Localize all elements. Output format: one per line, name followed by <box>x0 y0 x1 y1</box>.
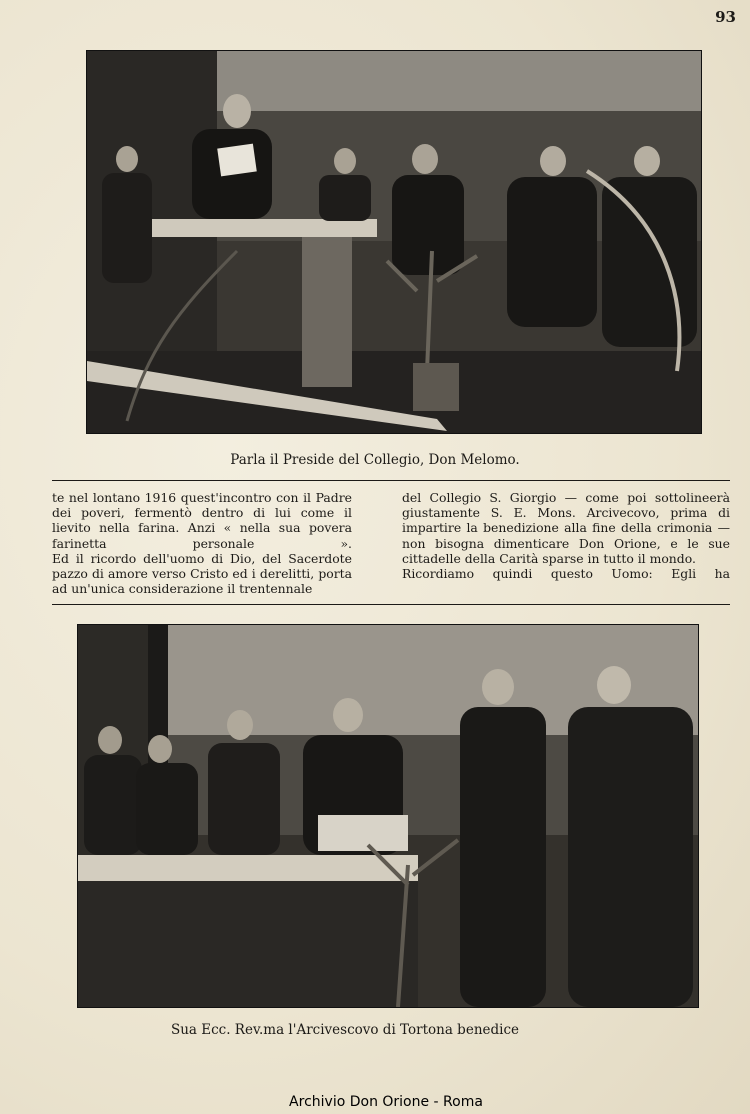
archive-footer: Archivio Don Orione - Roma <box>289 1094 483 1110</box>
text-column-right <box>402 490 730 581</box>
photo-archbishop-blessing <box>77 624 699 1008</box>
page-number: 93 <box>715 8 736 26</box>
paragraph: Ed il ricordo dell'uomo di Dio, del Sacerdote pazzo di amore verso Cristo ed i derelitti, porta ad un'unica considerazione il trentennale <box>52 550 352 597</box>
photo-1-caption: Parla il Preside del Collegio, Don Melomo. <box>230 452 520 468</box>
photo-speaker-at-podium <box>86 50 702 434</box>
paragraph: te nel lontano 1916 quest'incontro con il Padre dei poveri, fermentò dentro di lui come il lievito nella farina. Anzi « nella sua povera farinetta personale ». <box>52 490 352 551</box>
divider-rule <box>52 480 730 481</box>
paragraph: del Collegio S. Giorgio — come poi sottolineerà giustamente S. E. Mons. Arcivecovo, prima di impartire la benedizione alla fine della crimonia — non bisogna dimenticare Don Orione, e le sue cittadelle della Carità sparse in tutto il mondo. <box>402 490 730 566</box>
text-column-left <box>52 490 352 596</box>
photo-2-caption: Sua Ecc. Rev.ma l'Arcivescovo di Tortona benedice <box>170 1022 520 1038</box>
paragraph: Ricordiamo quindi questo Uomo: Egli ha <box>402 566 730 582</box>
divider-rule <box>52 604 730 605</box>
